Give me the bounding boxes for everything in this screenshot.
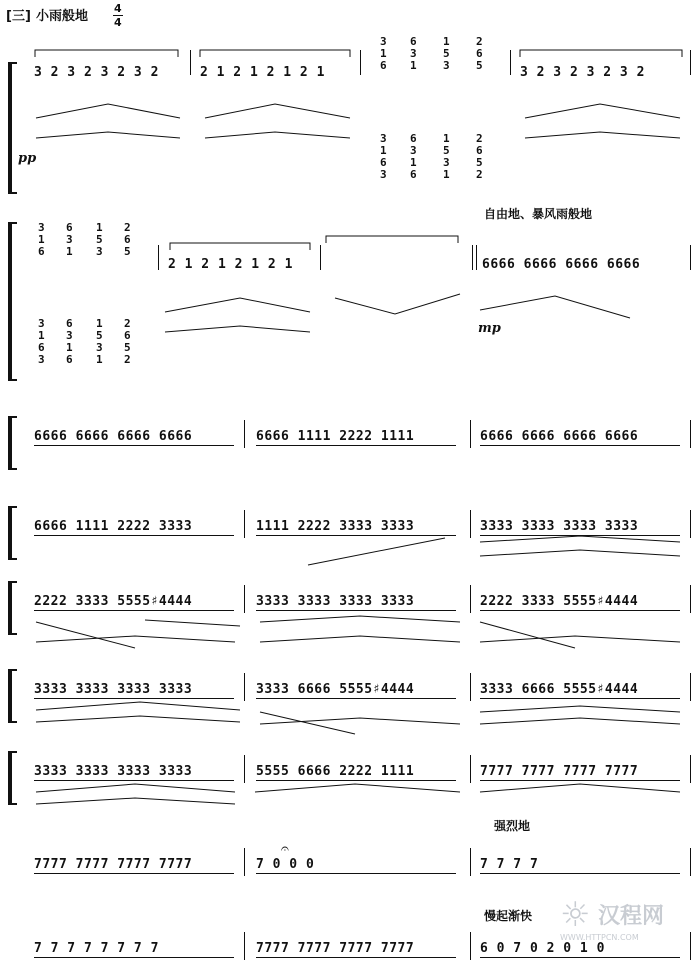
tempo-marking: 慢起渐快 <box>484 909 533 923</box>
chord: 1 5 3 <box>96 221 103 258</box>
chord: 3 1 6 <box>38 221 45 258</box>
notes-measure: 7777 7777 7777 7777 <box>34 857 193 872</box>
notes-s2-m4: 6666 6666 6666 6666 <box>482 257 641 272</box>
tempo-marking: 强烈地 <box>494 819 531 833</box>
dynamic-mp: mp <box>478 321 501 336</box>
watermark-url: WWW.HTTPCN.COM <box>560 933 639 942</box>
chord: 6 3 1 <box>410 35 417 72</box>
watermark-swirl-icon: ☼ <box>560 895 591 935</box>
notes-measure: 7777 7777 7777 7777 <box>256 941 415 956</box>
notes-measure: 7 7 7 7 7 7 7 7 <box>34 941 159 956</box>
notes-measure: 3333 3333 3333 3333 <box>480 519 639 534</box>
chord: 3 1 6 3 <box>38 317 45 366</box>
notes-measure: 7 7 7 7 <box>480 857 539 872</box>
notes-measure: 6666 6666 6666 6666 <box>34 429 193 444</box>
chord: 6 3 1 6 <box>66 317 73 366</box>
slur-bracket <box>170 243 310 250</box>
meter-bottom: 4 <box>114 16 122 29</box>
watermark-logo: 汉程网 <box>598 904 665 929</box>
notes-measure: 2222 3333 5555♯4444 <box>480 594 639 609</box>
dynamic-pp: pp <box>18 151 37 166</box>
chord: 1 5 3 1 <box>443 132 450 181</box>
chord: 3 1 6 <box>380 35 387 72</box>
notes-measure: 6666 1111 2222 3333 <box>34 519 193 534</box>
notes-measure: 7777 7777 7777 7777 <box>480 764 639 779</box>
chord: 2 6 5 2 <box>124 317 131 366</box>
meter-top: 4 <box>114 2 122 15</box>
notes-measure: 1111 2222 3333 3333 <box>256 519 415 534</box>
notes-measure: 3333 6666 5555♯4444 <box>256 682 415 697</box>
tempo-marking: 自由地、暴风雨般地 <box>484 207 593 221</box>
chord: 2 6 5 <box>124 221 131 258</box>
slur-bracket <box>520 50 682 57</box>
chord: 2 6 5 <box>476 35 483 72</box>
notes-measure: 6666 6666 6666 6666 <box>480 429 639 444</box>
chord: 1 5 3 1 <box>96 317 103 366</box>
slur-bracket <box>200 50 350 57</box>
section-title: 小雨般地 <box>36 9 89 24</box>
slur-bracket <box>326 236 458 243</box>
chord: 2 6 5 2 <box>476 132 483 181</box>
notes-s1-m1: 3 2 3 2 3 2 3 2 <box>34 65 159 80</box>
notes-measure: 3333 3333 3333 3333 <box>256 594 415 609</box>
chord: 6 3 1 <box>66 221 73 258</box>
notes-measure: 3333 3333 3333 3333 <box>34 764 193 779</box>
notes-measure: 7 0 0 0 <box>256 857 315 872</box>
chord: 1 5 3 <box>443 35 450 72</box>
notes-measure: 3333 3333 3333 3333 <box>34 682 193 697</box>
notes-measure: 6 0 7 0 2 0 1 0 <box>480 941 605 956</box>
notes-measure: 6666 1111 2222 1111 <box>256 429 415 444</box>
notes-measure: 3333 6666 5555♯4444 <box>480 682 639 697</box>
notes-s2-m2: 2 1 2 1 2 1 2 1 <box>168 257 293 272</box>
notes-measure: 5555 6666 2222 1111 <box>256 764 415 779</box>
notes-s1-m2: 2 1 2 1 2 1 2 1 <box>200 65 325 80</box>
notes-s1-m4: 3 2 3 2 3 2 3 2 <box>520 65 645 80</box>
notes-measure: 2222 3333 5555♯4444 <box>34 594 193 609</box>
fermata-icon: 𝄐 <box>281 841 289 857</box>
chord: 6 3 1 6 <box>410 132 417 181</box>
chord: 3 1 6 3 <box>380 132 387 181</box>
section-number: [三] <box>6 9 31 24</box>
slur-bracket <box>35 50 178 57</box>
